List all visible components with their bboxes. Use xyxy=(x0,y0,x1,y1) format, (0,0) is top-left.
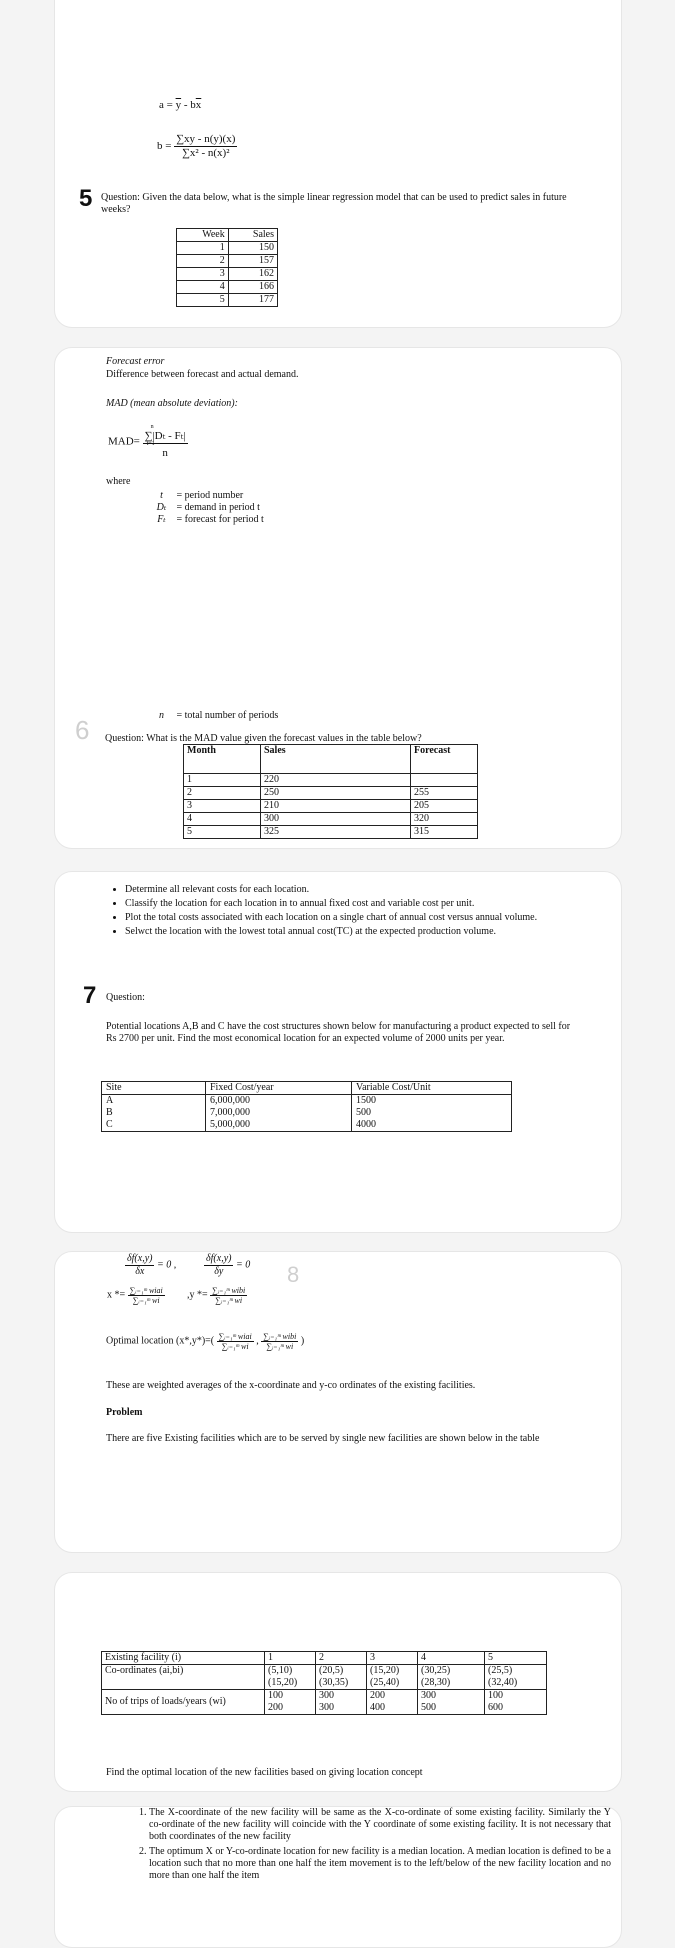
column-header: Week xyxy=(177,229,229,242)
problem-label: Problem xyxy=(106,1407,143,1418)
list-item: • Classify the location for each location in to annual fixed cost and variable cost per unit. xyxy=(125,898,605,910)
definition-row: Fₜ = forecast for period t xyxy=(157,514,264,525)
table-row xyxy=(184,826,478,839)
partial-derivative-x: $\frac{\delta f(x,y)}{\delta x}$ = 0 , xyxy=(127,1253,177,1277)
question-7-text: Potential locations A,B and C have the cost structures shown below for manufacturing a product expected to sell for Rs 2700 per unit. Find the most economical location for an expected volume of 2000 units per year. xyxy=(106,1021,571,1044)
table-cell: 4 xyxy=(177,281,229,294)
table-cell: 200 400 xyxy=(367,1690,418,1715)
definition-row: t = period number xyxy=(160,490,244,501)
n-definition: n = total number of periods xyxy=(159,710,279,721)
table-cell: 255 xyxy=(411,787,478,800)
table-row xyxy=(102,1107,512,1119)
table-row xyxy=(102,1652,547,1665)
concepts-list xyxy=(131,1807,611,1885)
table-row xyxy=(177,281,278,294)
table-cell: (20,5) (30,35) xyxy=(316,1665,367,1690)
table-cell: B xyxy=(102,1107,206,1119)
table-cell xyxy=(411,774,478,787)
table-cell: 220 xyxy=(261,774,411,787)
table-cell: 210 xyxy=(261,800,411,813)
column-header: Site xyxy=(102,1082,206,1095)
table-row xyxy=(184,787,478,800)
table-cell: A xyxy=(102,1095,206,1108)
card-facility-table xyxy=(54,1572,622,1792)
list-item: • Selwct the location with the lowest total annual cost(TC) at the expected production volume. xyxy=(125,926,605,938)
table-cell: 5 xyxy=(184,826,261,839)
table-row xyxy=(177,268,278,281)
table-cell: 1500 xyxy=(352,1095,512,1108)
instruction-text: Find the optimal location of the new facilities based on giving location concept xyxy=(106,1767,423,1778)
table-header-row xyxy=(102,1082,512,1095)
table-cell: 315 xyxy=(411,826,478,839)
table-cell: 4 xyxy=(184,813,261,826)
table-cell: (15,20) (25,40) xyxy=(367,1665,418,1690)
partial-derivative-y: $\frac{\delta f(x,y)}{\delta y}$ = 0 xyxy=(206,1253,251,1277)
mad-table xyxy=(183,744,478,839)
row-label: Existing facility (i) xyxy=(102,1652,265,1665)
table-cell: 325 xyxy=(261,826,411,839)
table-cell: 162 xyxy=(228,268,277,281)
table-row xyxy=(102,1665,547,1690)
table-cell: C xyxy=(102,1119,206,1132)
list-item: • Determine all relevant costs for each location. xyxy=(125,884,605,896)
table-cell: 300 500 xyxy=(418,1690,485,1715)
table-cell: 4 xyxy=(418,1652,485,1665)
table-cell: 2 xyxy=(177,255,229,268)
question-6-text: Question: What is the MAD value given the forecast values in the table below? xyxy=(105,733,422,744)
table-cell: 320 xyxy=(411,813,478,826)
mad-heading: MAD (mean absolute deviation): xyxy=(106,398,238,409)
table-cell: 1 xyxy=(177,242,229,255)
sales-table xyxy=(176,228,278,307)
table-cell: (30,25) (28,30) xyxy=(418,1665,485,1690)
card-location-concepts xyxy=(54,1806,622,1948)
table-row xyxy=(184,774,478,787)
variable-definitions xyxy=(149,490,264,526)
table-row xyxy=(184,813,478,826)
table-row xyxy=(102,1119,512,1132)
row-label: No of trips of loads/years (wi) xyxy=(102,1690,265,1715)
formula-b: b = $\frac{\sum xy - n(y)(x)}{\text{∑x² - n(x)²}}$ xyxy=(157,133,236,159)
question-7-label: Question: xyxy=(106,992,145,1003)
definition-row: Dₜ = demand in period t xyxy=(156,502,260,513)
table-cell: 4000 xyxy=(352,1119,512,1132)
table-header-row xyxy=(184,745,478,774)
formula-a: $a = \overline{y} - b\overline{x}$ xyxy=(159,99,202,111)
table-cell: 177 xyxy=(228,294,277,307)
question-number-5: 5 xyxy=(79,185,93,212)
question-number-8: 8 xyxy=(287,1262,300,1287)
where-label: where xyxy=(106,476,131,487)
column-header: Sales xyxy=(261,745,411,774)
table-cell: 5 xyxy=(177,294,229,307)
table-cell: 5 xyxy=(485,1652,547,1665)
table-cell: 3 xyxy=(367,1652,418,1665)
weighted-average-note: These are weighted averages of the x-coordinate and y-co ordinates of the existing facilities. xyxy=(106,1380,476,1391)
table-cell: 7,000,000 xyxy=(206,1107,352,1119)
cost-table xyxy=(101,1081,512,1132)
question-5-text: Question: Given the data below, what is the simple linear regression model that can be used to predict sales in future weeks? xyxy=(101,192,567,215)
card-forecast-error xyxy=(54,347,622,849)
table-cell: 100 600 xyxy=(485,1690,547,1715)
card-regression xyxy=(54,0,622,328)
column-header: Sales xyxy=(228,229,277,242)
x-star-formula: x *= $\frac{\text{∑ᵢ₌₁ᵐ wiai}}{\text{∑ᵢ₌₁ᵐ wi}}$ xyxy=(107,1286,163,1305)
table-cell: 6,000,000 xyxy=(206,1095,352,1108)
table-cell: 3 xyxy=(177,268,229,281)
table-cell: 2 xyxy=(316,1652,367,1665)
column-header: Forecast xyxy=(411,745,478,774)
optimal-location-formula: Optimal location (x*,y*)=( $\frac{\text{∑ᵢ₌₁ᵐ wiai}}{\text{∑ᵢ₌₁ᵐ wi}}$ , $\frac{\text{∑ᵢ₌₁ᵐ wibi}}{\text{∑ᵢ₌₁ᵐ wi}}$ ) xyxy=(106,1332,305,1351)
card-location-costs xyxy=(54,871,622,1233)
table-row xyxy=(177,294,278,307)
card-optimal-location xyxy=(54,1251,622,1553)
table-cell: 500 xyxy=(352,1107,512,1119)
table-cell: 5,000,000 xyxy=(206,1119,352,1132)
mad-formula: MAD= n ∑|Dₜ - Fₜ| t=1 n xyxy=(108,424,186,459)
table-row xyxy=(102,1690,547,1715)
table-cell: 1 xyxy=(184,774,261,787)
facility-table xyxy=(101,1651,547,1715)
table-cell: (25,5) (32,40) xyxy=(485,1665,547,1690)
table-row xyxy=(184,800,478,813)
table-cell: (5,10) (15,20) xyxy=(265,1665,316,1690)
table-cell: 157 xyxy=(228,255,277,268)
table-cell: 205 xyxy=(411,800,478,813)
list-item: • Plot the total costs associated with each location on a single chart of annual cost versus annual volume. xyxy=(125,912,605,924)
table-row xyxy=(102,1095,512,1108)
table-cell: 300 300 xyxy=(316,1690,367,1715)
forecast-error-heading: Forecast error xyxy=(106,356,165,367)
table-cell: 166 xyxy=(228,281,277,294)
table-header-row xyxy=(177,229,278,242)
steps-list xyxy=(107,884,605,940)
column-header: Month xyxy=(184,745,261,774)
list-item: 1. The X-coordinate of the new facility will be same as the X-co-ordinate of some existing facility. Similarly the Y co-ordinate of the new facility will coincide with the Y coordinate of some existing facility. It is not necessary that both coordinates of the new facility xyxy=(149,1807,611,1843)
problem-text: There are five Existing facilities which are to be served by single new facilities are shown below in the table xyxy=(106,1433,540,1444)
row-label: Co-ordinates (ai,bi) xyxy=(102,1665,265,1690)
table-cell: 1 xyxy=(265,1652,316,1665)
question-number-6: 6 xyxy=(75,715,90,745)
column-header: Variable Cost/Unit xyxy=(352,1082,512,1095)
table-cell: 100 200 xyxy=(265,1690,316,1715)
table-row xyxy=(177,255,278,268)
table-cell: 150 xyxy=(228,242,277,255)
question-number-7: 7 xyxy=(83,982,97,1009)
table-cell: 250 xyxy=(261,787,411,800)
table-cell: 3 xyxy=(184,800,261,813)
y-star-formula: ,y *= $\frac{\text{∑ᵢ₌₁ᵐ wibi}}{\text{∑ᵢ₌₁ᵐ wi}}$ xyxy=(187,1286,246,1305)
forecast-error-definition: Difference between forecast and actual demand. xyxy=(106,369,299,380)
table-cell: 300 xyxy=(261,813,411,826)
table-cell: 2 xyxy=(184,787,261,800)
column-header: Fixed Cost/year xyxy=(206,1082,352,1095)
table-row xyxy=(177,242,278,255)
list-item: 2. The optimum X or Y-co-ordinate location for new facility is a median location. A median location is defined to be a location such that no more than one half the item movement is to the left/below of the new facility location and no more than one half the item xyxy=(149,1846,611,1882)
